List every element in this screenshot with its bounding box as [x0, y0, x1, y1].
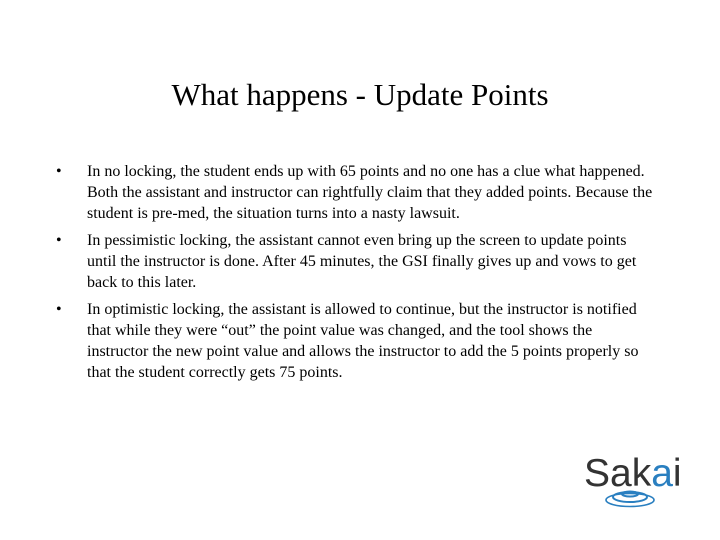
bullet-marker: •	[56, 301, 62, 318]
water-ripple-icon	[604, 486, 656, 508]
bullet-item-no-locking	[56, 161, 656, 224]
logo-text-accent: a	[651, 452, 673, 495]
bullet-list	[56, 161, 656, 389]
logo-text-before: Sak	[584, 452, 652, 495]
bullet-marker: •	[56, 163, 62, 180]
bullet-text: In optimistic locking, the assistant is allowed to continue, but the instructor is notified that while they were “out” the point value was changed, and the tool shows the instructor the new point value and allows the instructor to add the 5 points properly so that the student correctly gets 75 points.	[87, 301, 639, 381]
bullet-item-pessimistic-locking	[56, 230, 656, 293]
logo-text-after: i	[672, 452, 682, 495]
bullet-item-optimistic-locking	[56, 299, 656, 383]
bullet-text: In no locking, the student ends up with 65 points and no one has a clue what happened. Both the assistant and instructor can rightfully claim that they added points. Because the student is pre-med, the situation turns into a nasty lawsuit.	[87, 163, 653, 222]
sakai-logo	[584, 452, 682, 512]
bullet-marker: •	[56, 232, 62, 249]
slide-title: What happens - Update Points	[171, 77, 549, 112]
bullet-text: In pessimistic locking, the assistant cannot even bring up the screen to update points until the instructor is done. After 45 minutes, the GSI finally gives up and vows to get back to this later.	[87, 232, 637, 291]
